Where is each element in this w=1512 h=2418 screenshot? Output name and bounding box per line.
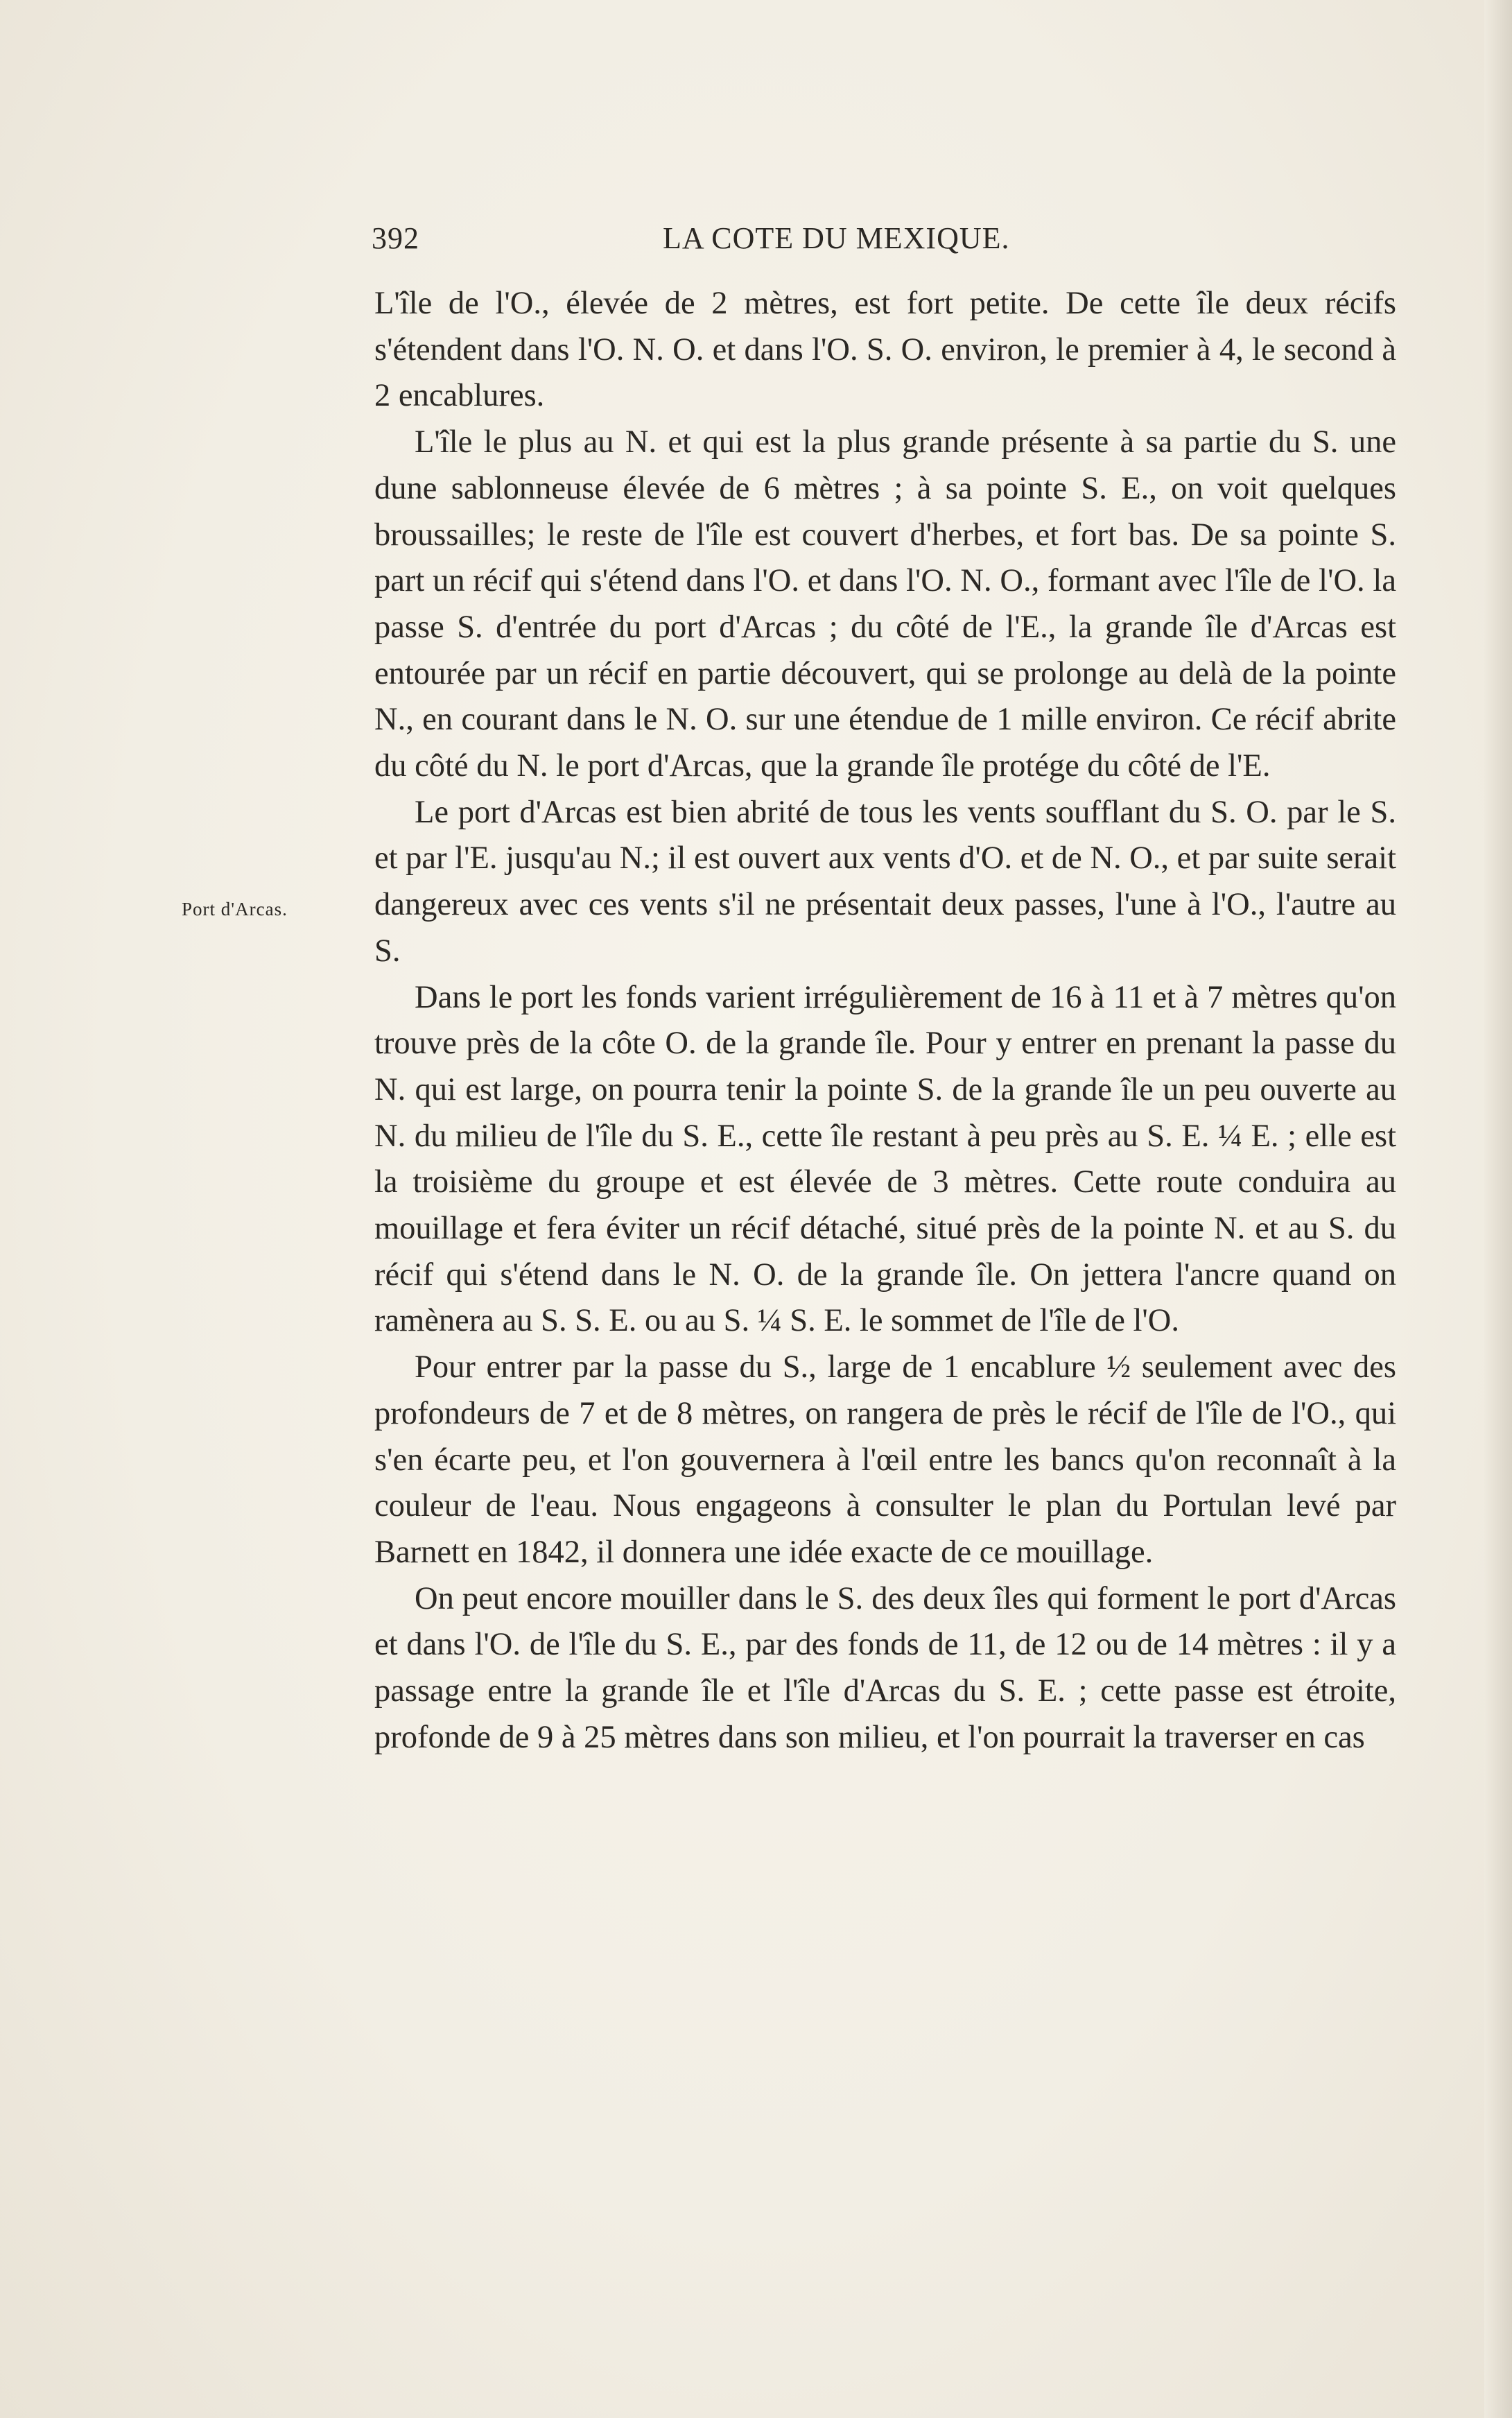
paragraph: Le port d'Arcas est bien abrité de tous les vents soufflant du S. O. par le S. et par l'E. jusqu'au N.; il est ouvert aux vents d'O. et de N. O., et par suite serait dangereux avec ces vents s'il ne présentait deux passes, l'une à l'O., l'autre au S. bbox=[374, 794, 1397, 969]
running-title: LA COTE DU MEXIQUE. bbox=[663, 221, 1010, 255]
paragraph: Dans le port les fonds varient irrégulièrement de 16 à 11 et à 7 mètres qu'on trouve près de la côte O. de la grande île. Pour y entrer en prenant la passe du N. qui est large, on pourra tenir la pointe S. de la grande île un peu ouverte au N. du milieu de l'île du S. E., cette île restant à peu près au S. E. ¼ E. ; elle est la troisième du groupe et est élevée de 3 mètres. Cette route conduira au mouillage et fera éviter un récif détaché, situé près de la pointe N. et au S. du récif qui s'étend dans le N. O. de la grande île. On jettera l'ancre quand on ramènera au S. S. E. ou au S. ¼ S. E. le sommet de l'île de l'O. bbox=[374, 979, 1396, 1339]
paragraph: L'île le plus au N. et qui est la plus grande présente à sa partie du S. une dune sablonneuse élevée de 6 mètres ; à sa pointe S. E., on voit quelques broussailles; le reste de l'île est couvert d'herbes, et fort bas. De sa pointe S. part un récif qui s'étend dans l'O. et dans l'O. N. O., formant avec l'île de l'O. la passe S. d'entrée du port d'Arcas ; du côté de l'E., la grande île d'Arcas est entourée par un récif en partie découvert, qui se prolonge au delà de la pointe N., en courant dans le N. O. sur une étendue de 1 mille environ. Ce récif abrite du côté du N. le port d'Arcas, que la grande île protége du côté de l'E. bbox=[374, 424, 1396, 784]
page-header bbox=[372, 221, 1396, 262]
paragraph: On peut encore mouiller dans le S. des deux îles qui forment le port d'Arcas et dans l'O. de l'île du S. E., par des fonds de 11, de 12 ou de 14 mètres : il y a passage entre la grande île et l'île d'Arcas du S. E. ; cette passe est étroite, profonde de 9 à 25 mètres dans son milieu, et l'on pourrait la traverser en cas bbox=[374, 1580, 1396, 1755]
margin-note-port-darcas: Port d'Arcas. bbox=[182, 899, 288, 919]
page-edge-shadow bbox=[1484, 0, 1512, 2418]
page-number: 392 bbox=[372, 221, 419, 255]
paragraph: L'île de l'O., élevée de 2 mètres, est fort petite. De cette île deux récifs s'étendent dans l'O. N. O. et dans l'O. S. O. environ, le premier à 4, le second à 2 encablures. bbox=[374, 286, 1396, 414]
paragraph: Pour entrer par la passe du S., large de 1 encablure ½ seulement avec des profondeurs de 7 et de 8 mètres, on rangera de près le récif de l'île de l'O., qui s'en écarte peu, et l'on gouvernera à l'œil entre les bancs qu'on reconnaît à la couleur de l'eau. Nous engageons à consulter le plan du Portulan levé par Barnett en 1842, il donnera une idée exacte de ce mouillage. bbox=[374, 1349, 1396, 1570]
body-text bbox=[374, 281, 1396, 1761]
